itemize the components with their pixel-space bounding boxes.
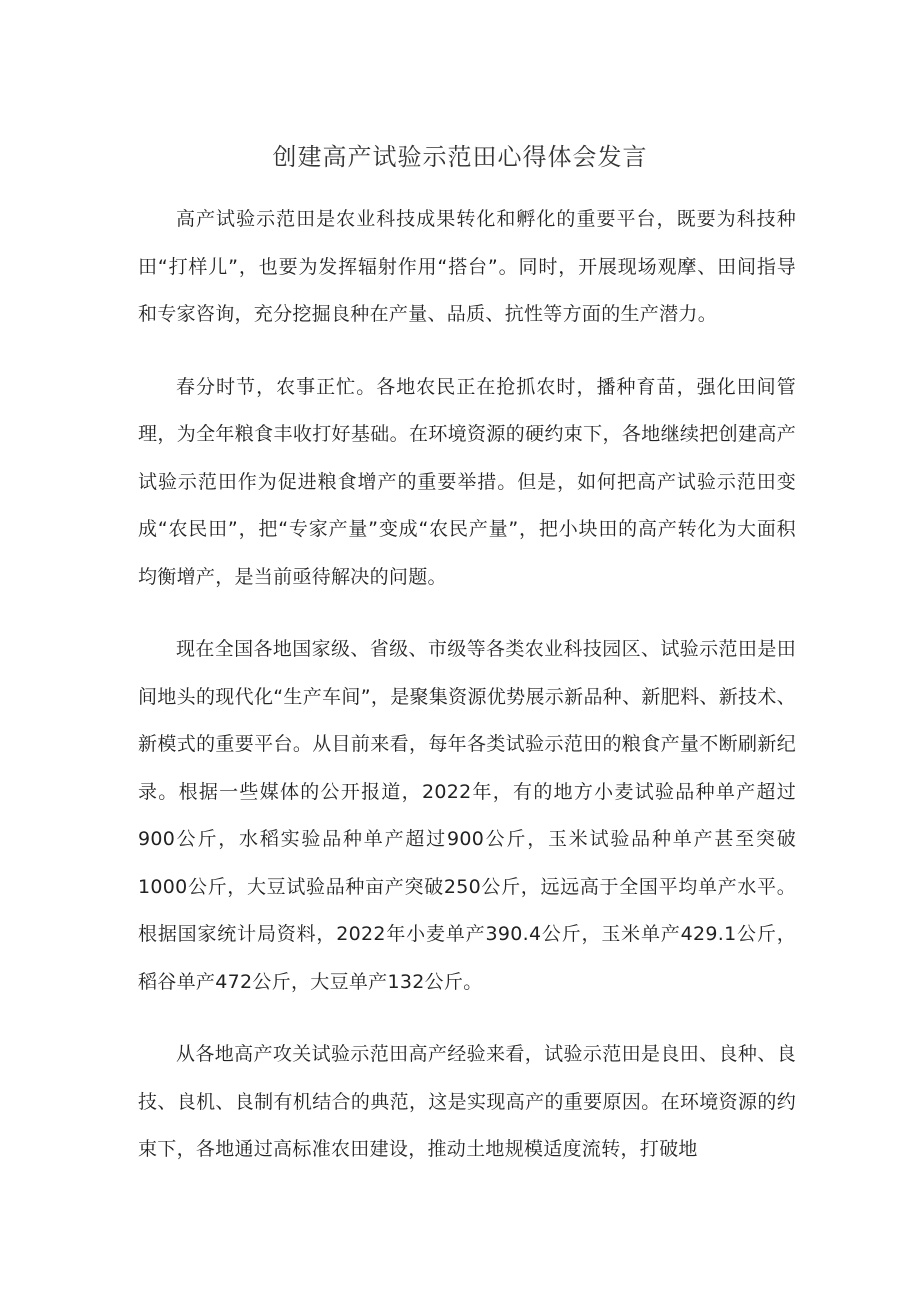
paragraph: 高产试验示范田是农业科技成果转化和孵化的重要平台，既要为科技种田“打样儿”，也要为发挥辐射作用“搭台”。同时，开展现场观摩、田间指导和专家咨询，充分挖掘良种在产量、品质、抗性等方面的生产潜力。 bbox=[138, 208, 796, 325]
paragraph: 从各地高产攻关试验示范田高产经验来看，试验示范田是良田、良种、良技、良机、良制有机结合的典范，这是实现高产的重要原因。在环境资源的约束下，各地通过高标准农田建设，推动土地规模适度流转，打破地 bbox=[138, 1043, 796, 1160]
paragraph: 现在全国各地国家级、省级、市级等各类农业科技园区、试验示范田是田间地头的现代化“生产车间”，是聚集资源优势展示新品种、新肥料、新技术、新模式的重要平台。从目前来看，每年各类试验示范田的粮食产量不断刷新纪录。根据一些媒体的公开报道，2022年，有的地方小麦试验品种单产超过900公斤，水稻实验品种单产超过900公斤，玉米试验品种单产甚至突破1000公斤，大豆试验品种亩产突破250公斤，远远高于全国平均单产水平。根据国家统计局资料，2022年小麦单产390.4公斤，玉米单产429.1公斤，稻谷单产472公斤，大豆单产132公斤。 bbox=[138, 638, 796, 993]
document-title: 创建高产试验示范田心得体会发言 bbox=[272, 143, 648, 171]
paragraph: 春分时节，农事正忙。各地农民正在抢抓农时，播种育苗，强化田间管理，为全年粮食丰收打好基础。在环境资源的硬约束下，各地继续把创建高产试验示范田作为促进粮食增产的重要举措。但是，如何把高产试验示范田变成“农民田”，把“专家产量”变成“农民产量”，把小块田的高产转化为大面积均衡增产，是当前亟待解决的问题。 bbox=[138, 375, 796, 588]
document-body bbox=[138, 196, 796, 1199]
